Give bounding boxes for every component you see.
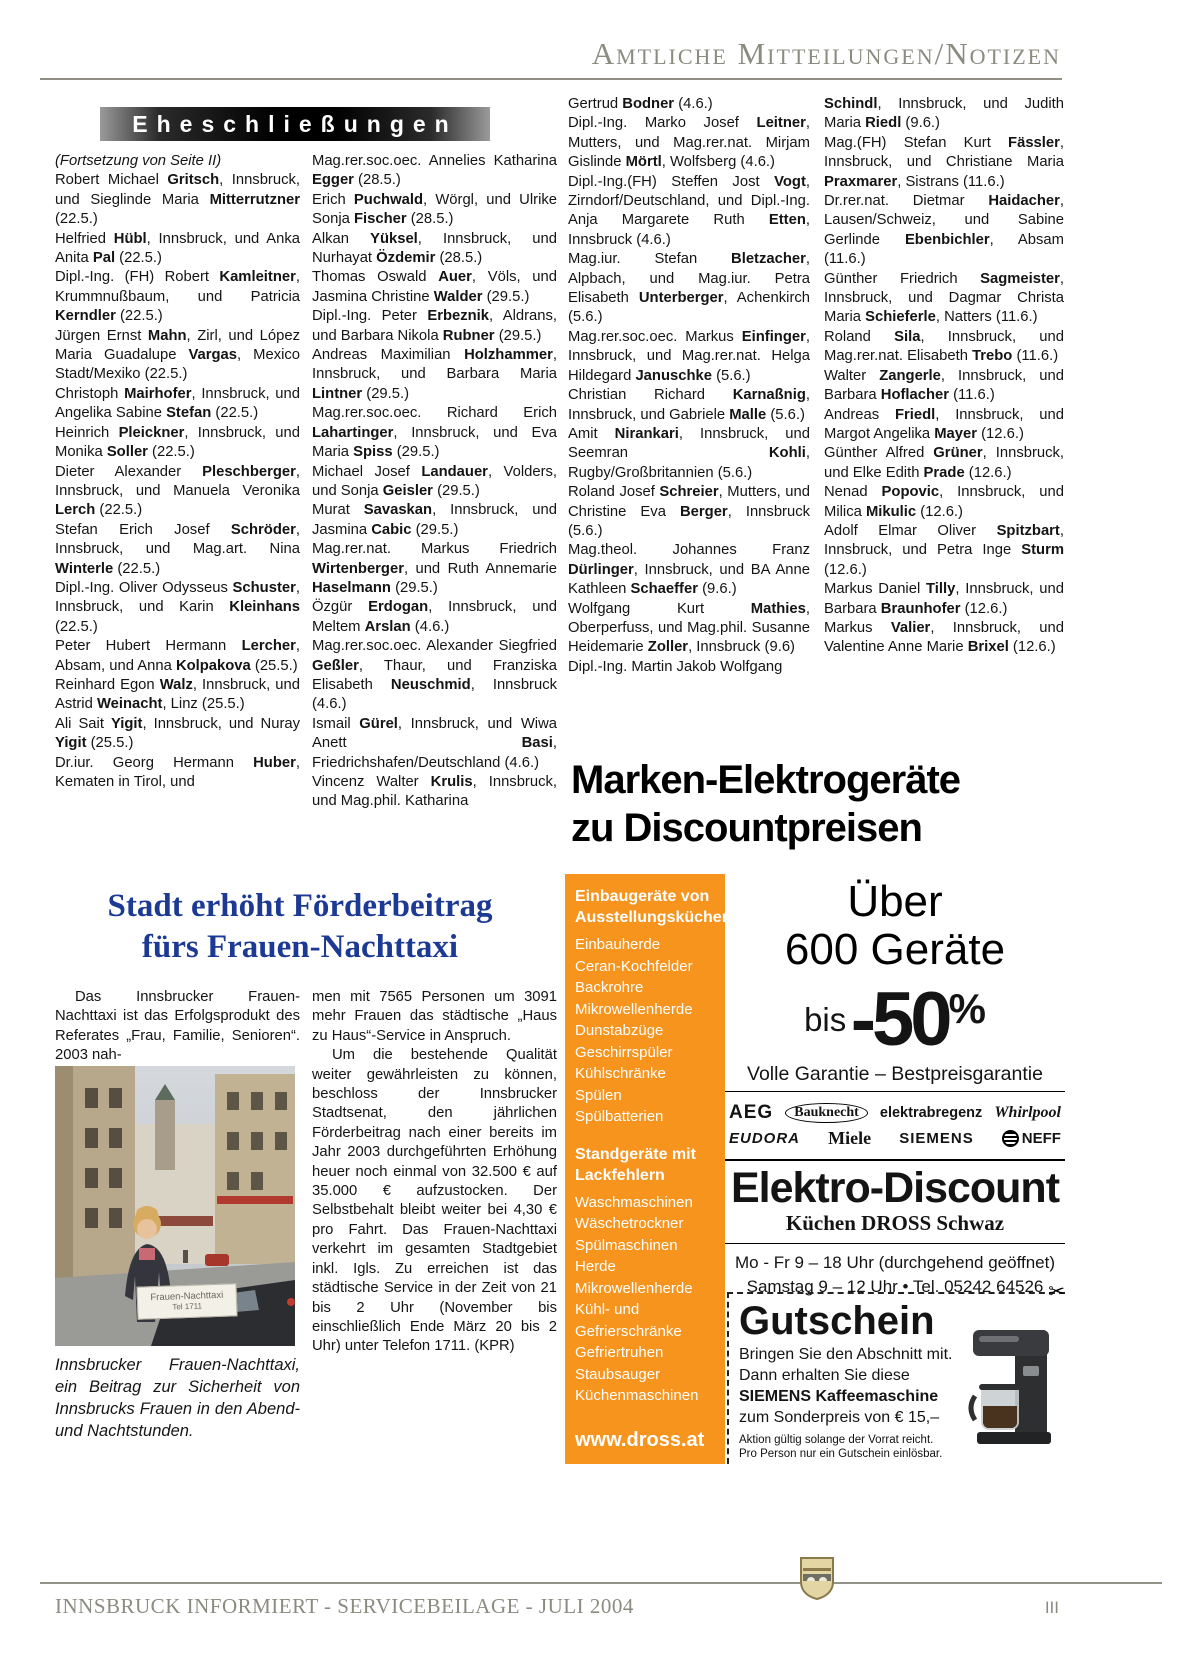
marriage-entry: Markus Daniel Tilly, Innsbruck, und Barbara Braunhofer (12.6.) (824, 581, 1064, 617)
marriage-entry: Ali Sait Yigit, Innsbruck, und Nuray Yigit (25.5.) (55, 715, 300, 752)
marriage-entry: Andreas Maximilian Holzhammer, Innsbruck, und Barbara Maria Lintner (29.5.) (312, 347, 557, 402)
coupon-text (739, 1298, 971, 1461)
coupon-line: Dann erhalten Sie diese (739, 1367, 910, 1384)
ad-discount-value: -50 (850, 977, 949, 1062)
marriage-entry: Roland Josef Schreier, Mutters, und Christine Eva Berger, Innsbruck (5.6.) (568, 484, 810, 539)
marriage-entry: Christoph Mairhofer, Innsbruck, und Angelika Sabine Stefan (22.5.) (55, 385, 300, 422)
footer-rule (40, 1582, 1162, 1584)
scissors-icon: ✂ (1048, 1281, 1065, 1303)
marriage-entry: Andreas Friedl, Innsbruck, und Margot Angelika Mayer (12.6.) (824, 406, 1064, 442)
ad-device-count-line1: Über (847, 877, 943, 926)
marriage-entry: Dieter Alexander Pleschberger, Innsbruck, und Manuela Veronika Lerch (22.5.) (55, 463, 300, 519)
ad-headline-line2: zu Discountpreisen (571, 806, 922, 850)
ad-product-item: Einbauherde (575, 936, 661, 953)
ad-product-panel (565, 874, 732, 1464)
marriage-entry: Dipl.-Ing. (FH) Robert Kamleitner, Krummnußbaum, und Patricia Kerndler (22.5.) (55, 269, 300, 325)
marriage-entry: Heinrich Pleickner, Innsbruck, und Monika Soller (22.5.) (55, 424, 300, 461)
ad-headline-line1: Marken-Elektrogeräte (571, 758, 961, 802)
article-title-line1: Stadt erhöht Förderbeitrag (107, 888, 493, 924)
marriage-entry: Günther Alfred Grüner, Innsbruck, und Elke Edith Prade (12.6.) (824, 445, 1064, 481)
marriage-entry: Ismail Gürel, Innsbruck, und Wiwa Anett Basi, Friedrichshafen/Deutschland (4.6.) (312, 715, 557, 771)
ad-device-count (725, 878, 1065, 974)
taxi-sign-line1: Frauen-Nachttaxi (150, 1289, 224, 1304)
siemens-logo: SIEMENS (899, 1130, 974, 1147)
marriage-entry: Mag.iur. Stefan Bletzacher, Alpbach, und Mag.iur. Petra Elisabeth Unterberger, Achenkirch (5.6.) (568, 251, 810, 326)
ad-product-item: Spülen (575, 1086, 622, 1104)
ad-product-item: Wäschetrockner (575, 1215, 684, 1232)
marriage-entry: Dipl.-Ing. Martin Jakob Wolfgang (568, 658, 783, 675)
coupon-line: zum Sonderpreis von € 15,– (739, 1409, 940, 1426)
marriage-entry: Gertrud Bodner (4.6.) (568, 96, 713, 112)
ad-device-count-line2: 600 Geräte (784, 925, 1006, 974)
marriage-entry: Thomas Oswald Auer, Völs, und Jasmina Christine Walder (29.5.) (312, 269, 557, 305)
marriages-column-3 (568, 95, 810, 677)
marriage-entry: Mag.rer.soc.oec. Alexander Siegfried Geßler, Thaur, und Franziska Elisabeth Neuschmid, Innsbruck (4.6.) (312, 638, 557, 713)
ad-guarantee: Volle Garantie – Bestpreisgarantie (725, 1063, 1065, 1092)
article-paragraph: Das Innsbrucker Frauen-Nachttaxi ist das Erfolgsprodukt des Referates „Frau, Familie, Senioren“. 2003 nah- (55, 989, 300, 1064)
article-paragraph: men mit 7565 Personen um 3091 mehr Frauen das städtische „Haus zu Haus“-Service in Anspruch. (312, 989, 557, 1044)
ad-product-item: Geschirrspüler (575, 1043, 673, 1061)
coupon-line: SIEMENS Kaffeemaschine (739, 1388, 939, 1405)
coupon-fine-line1: Aktion gültig solange der Vorrat reicht. (739, 1434, 934, 1446)
ad-product-item: Herde (575, 1258, 616, 1275)
coupon-title: Gutschein (739, 1299, 935, 1343)
ad-section2-list (575, 1192, 717, 1407)
ad-product-item: Waschmaschinen (575, 1193, 693, 1211)
ad-store-subtitle: Küchen DROSS Schwaz (725, 1211, 1065, 1244)
marriage-entry: Mag.rer.nat. Markus Friedrich Wirtenberger, und Ruth Annemarie Haselmann (29.5.) (312, 541, 557, 596)
marriage-entry: Günther Friedrich Sagmeister, Innsbruck, und Dagmar Christa Maria Schieferle, Natters (11.6.) (824, 270, 1064, 326)
article-paragraph: Um die bestehende Qualität weiter gewährleisten zu können, beschloss der Innsbrucker Stadtsenat, den jährlichen Förderbeitrag nach einer bereits im Jahr 2003 durchgeführten Erhöhung heuer noch einmal von 32.500 € auf 35.000 € aufzustocken. Der Selbstbehalt bleibt weiter bei 4,30 € pro Fahrt. Das Frauen-Nachttaxi verkehrt im gesamten Stadtgebiet inkl. Igls. Zu erreichen ist das städtische Service in der Zeit von 21 bis 2 Uhr (November bis einschließlich Ende März 20 bis 2 Uhr) unter Telefon 1711. (KPR) (312, 1047, 557, 1355)
article-photo (55, 1066, 295, 1346)
footer-text: INNSBRUCK INFORMIERT - SERVICEBEILAGE - JULI 2004 (55, 1594, 634, 1618)
bauknecht-logo: Bauknecht (785, 1103, 868, 1123)
marriages-column-2 (312, 152, 557, 812)
marriages-section-title: Eheschließungen (100, 107, 490, 141)
ad-brand-logos (725, 1092, 1065, 1161)
marriages-list-1 (55, 171, 300, 792)
marriage-entry: Dipl.-Ing. Peter Erbeznik, Aldrans, und Barbara Nikola Rubner (29.5.) (312, 308, 557, 344)
marriage-entry: Wolfgang Kurt Mathies, Oberperfuss, und Mag.phil. Susanne Heidemarie Zoller, Innsbruck (9.6) (568, 600, 810, 656)
ad-product-item: Gefriertruhen (575, 1344, 664, 1361)
ad-section1-title: Einbaugeräte von Ausstellungsküchen (575, 888, 732, 926)
marriage-entry: Nenad Popovic, Innsbruck, und Milica Mikulic (12.6.) (824, 484, 1064, 520)
marriage-entry: Dr.iur. Georg Hermann Huber, Kematen in Tirol, und (55, 754, 300, 790)
ad-section2-title: Standgeräte mit Lackfehlern (575, 1145, 696, 1184)
ad-product-item: Küchenmaschinen (575, 1387, 699, 1404)
marriage-entry: Peter Hubert Hermann Lercher, Absam, und Anna Kolpakova (25.5.) (55, 638, 300, 674)
marriage-entry: Dr.rer.nat. Dietmar Haidacher, Lausen/Schweiz, und Sabine Gerlinde Ebenbichler, Absam (11.6.) (824, 193, 1064, 268)
section-header: Amtliche Mitteilungen/Notizen (591, 36, 1061, 71)
marriage-entry: Stefan Erich Josef Schröder, Innsbruck, und Mag.art. Nina Winterle (22.5.) (55, 521, 300, 577)
marriage-entry: Dipl.-Ing.(FH) Steffen Jost Vogt, Zirndorf/Deutschland, und Dipl.-Ing. Anja Margarete Ruth Etten, Innsbruck (4.6.) (568, 173, 810, 248)
marriage-entry: Helfried Hübl, Innsbruck, und Anka Anita Pal (22.5.) (55, 230, 300, 267)
article-column-1 (55, 988, 300, 1066)
ad-product-item: Ceran-Kochfelder (575, 957, 693, 975)
ad-product-item: Backrohre (575, 979, 644, 996)
ad-right-panel (725, 874, 1065, 1464)
ad-product-item: Staubsauger (575, 1365, 661, 1383)
marriage-entry: Roland Sila, Innsbruck, und Mag.rer.nat. Elisabeth Trebo (11.6.) (824, 328, 1064, 365)
ad-hours-line1: Mo - Fr 9 – 18 Uhr (durchgehend geöffnet) (734, 1253, 1056, 1272)
marriage-entry: Adolf Elmar Oliver Spitzbart, Innsbruck, und Petra Inge Sturm (12.6.) (824, 522, 1064, 578)
marriage-entry: Mag.rer.soc.oec. Annelies Katharina Egger (28.5.) (312, 153, 557, 189)
marriage-entry: Walter Zangerle, Innsbruck, und Barbara Hoflacher (11.6.) (824, 367, 1064, 404)
marriages-column-4 (824, 95, 1064, 658)
marriage-entry: Schindl, Innsbruck, und Judith Maria Riedl (9.6.) (824, 96, 1064, 132)
advertisement (565, 750, 1065, 1464)
header-rule (40, 78, 1062, 80)
marriage-entry: Mag.rer.soc.oec. Markus Einfinger, Innsbruck, und Mag.rer.nat. Helga Hildegard Januschke (5.6.) (568, 328, 810, 384)
marriage-entry: Michael Josef Landauer, Volders, und Sonja Geisler (29.5.) (312, 463, 557, 499)
coupon-line: Bringen Sie den Abschnitt mit. (739, 1346, 953, 1363)
marriage-entry: Markus Valier, Innsbruck, und Valentine Anne Marie Brixel (12.6.) (824, 619, 1064, 656)
marriage-entry: Vincenz Walter Krulis, Innsbruck, und Mag.phil. Katharina (312, 774, 557, 810)
ad-hours-line2: Samstag 9 – 12 Uhr • Tel. 05242 64526 (746, 1277, 1044, 1296)
ad-product-item: Dunstabzüge (575, 1022, 664, 1039)
marriages-column-1 (55, 152, 300, 792)
neff-logo-text: NEFF (1021, 1130, 1061, 1147)
marriage-entry: Reinhard Egon Walz, Innsbruck, und Astrid Weinacht, Linz (25.5.) (55, 676, 300, 713)
ad-product-item: Kühl- und Gefrierschränke (575, 1301, 682, 1340)
marriage-entry: Erich Puchwald, Wörgl, und Ulrike Sonja Fischer (28.5.) (312, 191, 557, 228)
coupon-fine-print (739, 1433, 971, 1461)
marriage-entry: Murat Savaskan, Innsbruck, und Jasmina Cabic (29.5.) (312, 502, 557, 538)
article-title-line2: fürs Frauen-Nachttaxi (141, 929, 459, 965)
ad-brand-row-2 (729, 1128, 1061, 1149)
page-number: III (1044, 1598, 1059, 1617)
photo-caption: Innsbrucker Frauen-Nachttaxi, ein Beitrag zur Sicherheit von Innsbrucks Frauen in den Abend- und Nachtstunden. (55, 1356, 300, 1440)
taxi-sign-line2: Tel 1711 (172, 1301, 203, 1312)
marriage-entry: Robert Michael Gritsch, Innsbruck, und Sieglinde Maria Mitterrutzner (22.5.) (55, 172, 300, 228)
ad-headline (565, 750, 1065, 852)
ad-product-item: Mikrowellenherde (575, 1000, 693, 1018)
ad-product-item: Mikrowellenherde (575, 1279, 693, 1297)
eudora-logo: EUDORA (729, 1130, 801, 1147)
marriage-entry: Alkan Yüksel, Innsbruck, und Nurhayat Özdemir (28.5.) (312, 230, 557, 267)
ad-discount-percent: % (948, 985, 986, 1032)
neff-logo-icon (1002, 1130, 1019, 1147)
marriage-entry: Jürgen Ernst Mahn, Zirl, und López Maria Guadalupe Vargas, Mexico Stadt/Mexiko (22.5.) (55, 327, 300, 383)
marriage-entry: Amit Nirankari, Innsbruck, und Seemran Kohli, Rugby/Großbritannien (5.6.) (568, 425, 810, 481)
ad-store-name: Elektro-Discount (730, 1164, 1060, 1212)
ad-product-item: Spülmaschinen (575, 1236, 678, 1254)
whirlpool-logo: Whirlpool (994, 1104, 1061, 1121)
aeg-logo: AEG (729, 1102, 774, 1123)
ad-product-item: Spülbatterien (575, 1108, 664, 1125)
marriage-entry: Mag.theol. Johannes Franz Dürlinger, Innsbruck, und BA Anne Kathleen Schaeffer (9.6.) (568, 542, 810, 598)
elektrabregenz-logo: elektrabregenz (879, 1105, 983, 1121)
article-title (40, 886, 560, 968)
ad-section1-list (575, 934, 717, 1128)
marriage-entry: Christian Richard Karnaßnig, Innsbruck, und Gabriele Malle (5.6.) (568, 387, 810, 423)
ad-discount-prefix: bis (804, 1001, 847, 1038)
city-crest-logo (799, 1556, 835, 1600)
marriage-entry: Dipl.-Ing. Marko Josef Leitner, Mutters, und Mag.rer.nat. Mirjam Gislinde Mörtl, Wolfsberg (4.6.) (568, 115, 810, 171)
miele-logo: Miele (828, 1128, 872, 1148)
ad-website: www.dross.at (575, 1429, 705, 1451)
marriage-entry: Mag.(FH) Stefan Kurt Fässler, Innsbruck, und Christiane Maria Praxmarer, Sistrans (11.6.) (824, 134, 1064, 190)
article-column-2 (312, 988, 557, 1357)
marriage-entry: Mag.rer.soc.oec. Richard Erich Lahartinger, Innsbruck, und Eva Maria Spiss (29.5.) (312, 405, 557, 461)
ad-product-item: Kühlschränke (575, 1065, 666, 1082)
continuation-note: (Fortsetzung von Seite II) (55, 153, 222, 169)
marriage-entry: Özgür Erdogan, Innsbruck, und Meltem Arslan (4.6.) (312, 599, 557, 635)
coupon-fine-line2: Pro Person nur ein Gutschein einlösbar. (739, 1448, 943, 1460)
taxi-sign (136, 1283, 237, 1319)
marriage-entry: Dipl.-Ing. Oliver Odysseus Schuster, Innsbruck, und Karin Kleinhans (22.5.) (55, 579, 300, 635)
ad-brand-row-1 (729, 1102, 1061, 1124)
ad-discount (725, 976, 1065, 1063)
neff-logo (1002, 1130, 1061, 1147)
coffee-machine-image (965, 1322, 1057, 1454)
